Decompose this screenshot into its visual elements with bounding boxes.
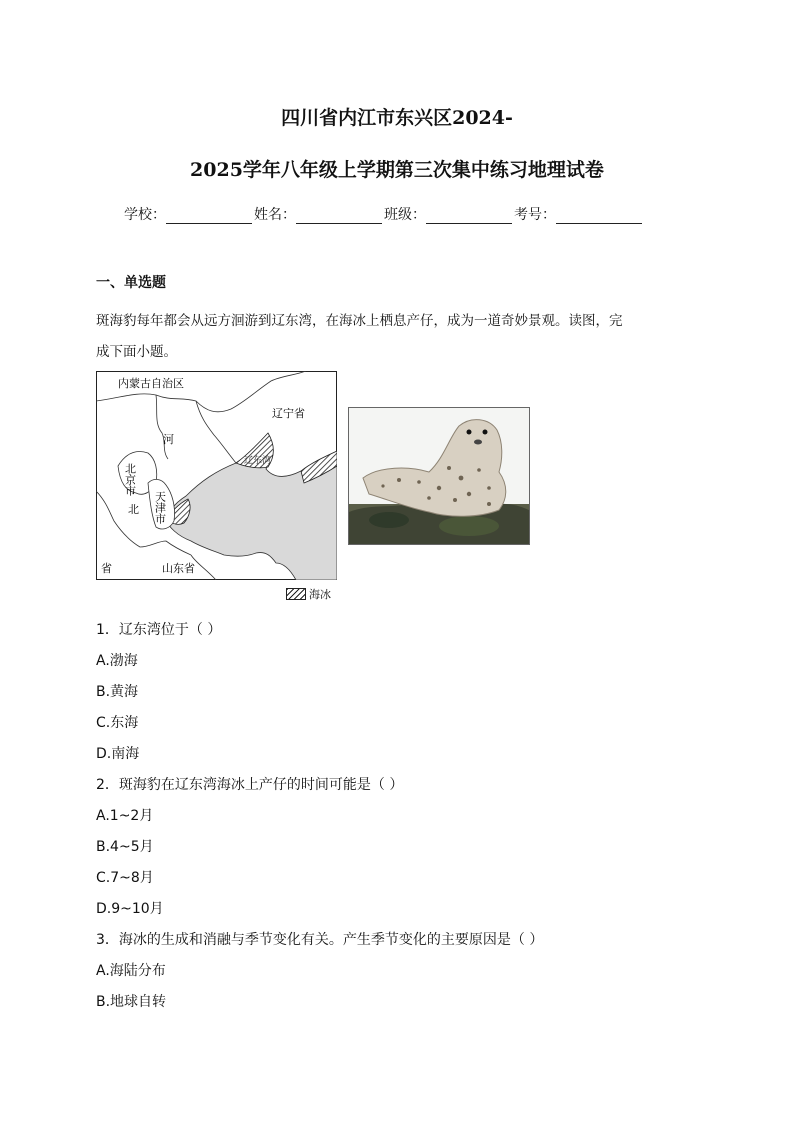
question-1-option-d[interactable]: D.南海 — [96, 746, 140, 762]
class-blank[interactable] — [426, 207, 512, 224]
label-neimenggu: 内蒙古自治区 — [118, 377, 184, 390]
question-1-option-c[interactable]: C.东海 — [96, 715, 139, 731]
question-1-stem: 1．辽东湾位于（ ） — [96, 622, 222, 638]
legend-label: 海冰 — [309, 588, 331, 601]
question-2-option-c[interactable]: C.7~8月 — [96, 870, 154, 886]
number-field — [514, 204, 644, 224]
question-1-option-a[interactable]: A.渤海 — [96, 653, 138, 669]
question-2-stem: 2．斑海豹在辽东湾海冰上产仔的时间可能是（ ） — [96, 777, 404, 793]
label-liaoning: 辽宁省 — [272, 407, 305, 420]
name-blank[interactable] — [296, 207, 382, 224]
number-blank[interactable] — [556, 207, 642, 224]
intro-line2: 成下面小题。 — [96, 344, 177, 360]
school-label: 学校： — [124, 207, 166, 223]
seal-photo — [348, 407, 530, 545]
question-3-stem: 3．海冰的生成和消融与季节变化有关。产生季节变化的主要原因是（ ） — [96, 932, 544, 948]
question-1-option-b[interactable]: B.黄海 — [96, 684, 139, 700]
exam-title-line2: 2025学年八年级上学期第三次集中练习地理试卷 — [190, 159, 604, 181]
number-label: 考号： — [514, 207, 556, 223]
intro-line1: 斑海豹每年都会从远方洄游到辽东湾，在海冰上栖息产仔，成为一道奇妙景观。读图，完 — [96, 313, 623, 329]
question-3-option-a[interactable]: A.海陆分布 — [96, 963, 166, 979]
exam-title-line1: 四川省内江市东兴区2024- — [281, 107, 513, 129]
label-liaodongwan: 辽东湾 — [244, 456, 272, 466]
student-info-row — [124, 204, 644, 224]
name-label: 姓名： — [254, 207, 296, 223]
map-legend — [286, 586, 331, 602]
question-3-option-b[interactable]: B.地球自转 — [96, 994, 167, 1010]
class-label: 班级： — [384, 207, 426, 223]
label-shandong: 山东省 — [162, 562, 195, 575]
question-2-option-a[interactable]: A.1~2月 — [96, 808, 154, 824]
label-bei: 北 — [128, 503, 139, 516]
name-field — [254, 204, 384, 224]
question-2-option-b[interactable]: B.4~5月 — [96, 839, 154, 855]
label-beijing: 北京市 — [123, 463, 137, 496]
label-he: 河 — [163, 433, 174, 446]
bohai-map — [96, 371, 337, 580]
school-field — [124, 204, 254, 224]
label-sheng: 省 — [101, 562, 112, 575]
school-blank[interactable] — [166, 207, 252, 224]
section-heading: 一、单选题 — [96, 275, 166, 291]
intro-text — [96, 306, 706, 368]
sea-ice-swatch — [286, 588, 306, 600]
question-2-option-d[interactable]: D.9~10月 — [96, 901, 164, 917]
class-field — [384, 204, 514, 224]
label-tianjin: 天津市 — [153, 491, 167, 524]
